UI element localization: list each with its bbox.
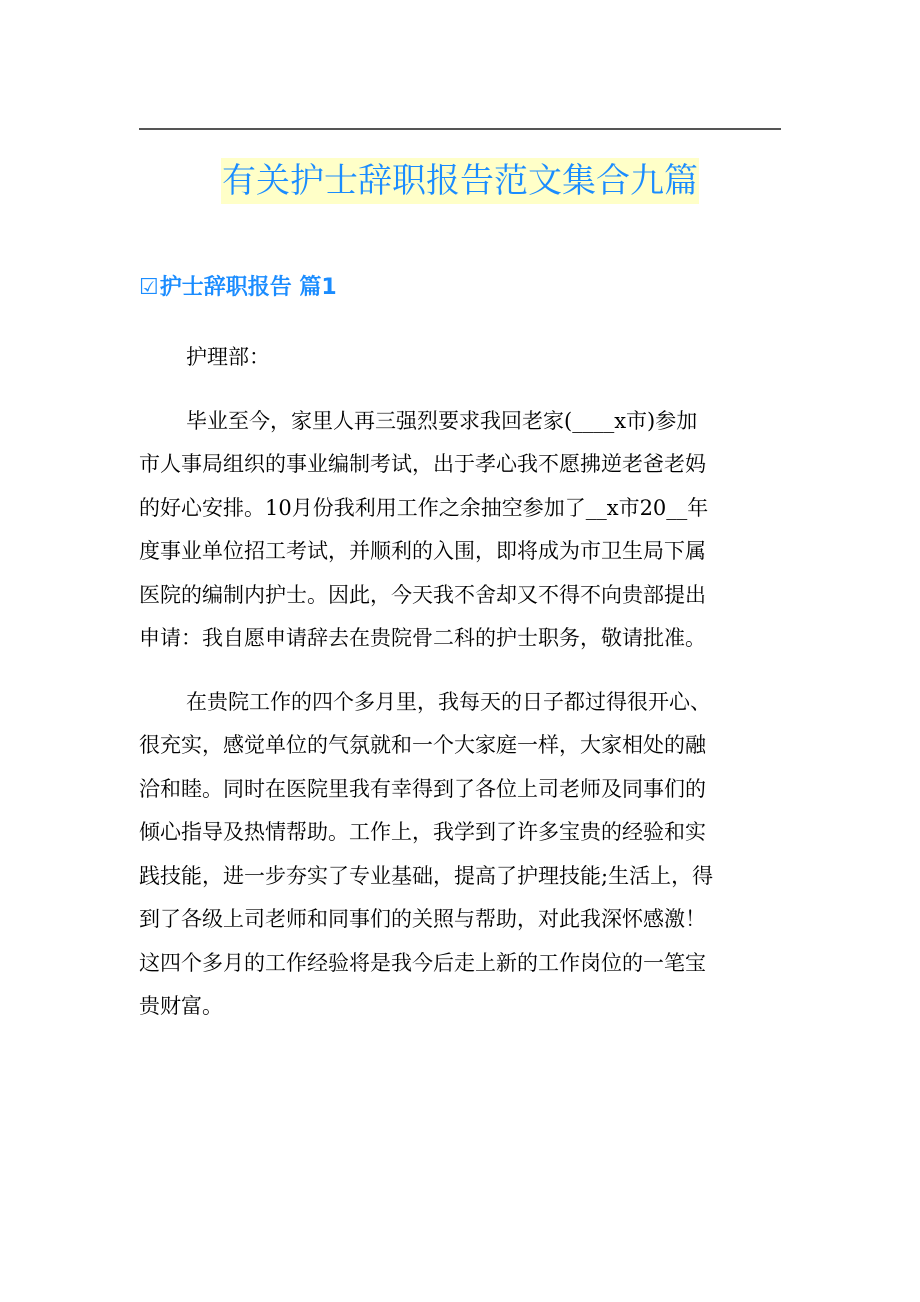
paragraph-line: 市人事局组织的事业编制考试，出于孝心我不愿拂逆老爸老妈 — [139, 452, 706, 476]
title-container — [0, 158, 920, 204]
section-heading — [139, 273, 337, 303]
paragraph-line: 申请：我自愿申请辞去在贵院骨二科的护士职务，敬请批准。 — [139, 626, 706, 650]
paragraph-line: 践技能，进一步夯实了专业基础，提高了护理技能;生活上，得 — [139, 863, 714, 888]
paragraph-line: 倾心指导及热情帮助。工作上，我学到了许多宝贵的经验和实 — [139, 820, 706, 844]
document-body — [139, 336, 781, 1049]
salutation: 护理部： — [186, 345, 270, 369]
paragraph-line: 毕业至今，家里人再三强烈要求我回老家(____x市)参加 — [186, 408, 698, 433]
paragraph-1 — [139, 400, 781, 661]
paragraph-2 — [139, 681, 781, 1029]
section-heading-text: 护士辞职报告 篇1 — [159, 275, 337, 300]
paragraph-line: 医院的编制内护士。因此，今天我不舍却又不得不向贵部提出 — [139, 582, 706, 607]
paragraph-line: 到了各级上司老师和同事们的关照与帮助，对此我深怀感激！ — [139, 907, 706, 931]
paragraph-line: 贵财富。 — [139, 994, 223, 1018]
paragraph-line: 洽和睦。同时在医院里我有幸得到了各位上司老师及同事们的 — [139, 776, 706, 801]
top-divider — [139, 128, 781, 130]
paragraph-line: 度事业单位招工考试，并顺利的入围，即将成为市卫生局下属 — [139, 539, 706, 563]
paragraph-line: 在贵院工作的四个多月里，我每天的日子都过得很开心、 — [186, 689, 711, 714]
paragraph-line: 的好心安排。10月份我利用工作之余抽空参加了__x市20__年 — [139, 495, 709, 520]
checkbox-icon: ☑ — [139, 275, 159, 300]
document-title: 有关护士辞职报告范文集合九篇 — [221, 158, 699, 204]
paragraph-line: 这四个多月的工作经验将是我今后走上新的工作岗位的一笔宝 — [139, 950, 706, 975]
paragraph-line: 很充实，感觉单位的气氛就和一个大家庭一样，大家相处的融 — [139, 733, 706, 757]
